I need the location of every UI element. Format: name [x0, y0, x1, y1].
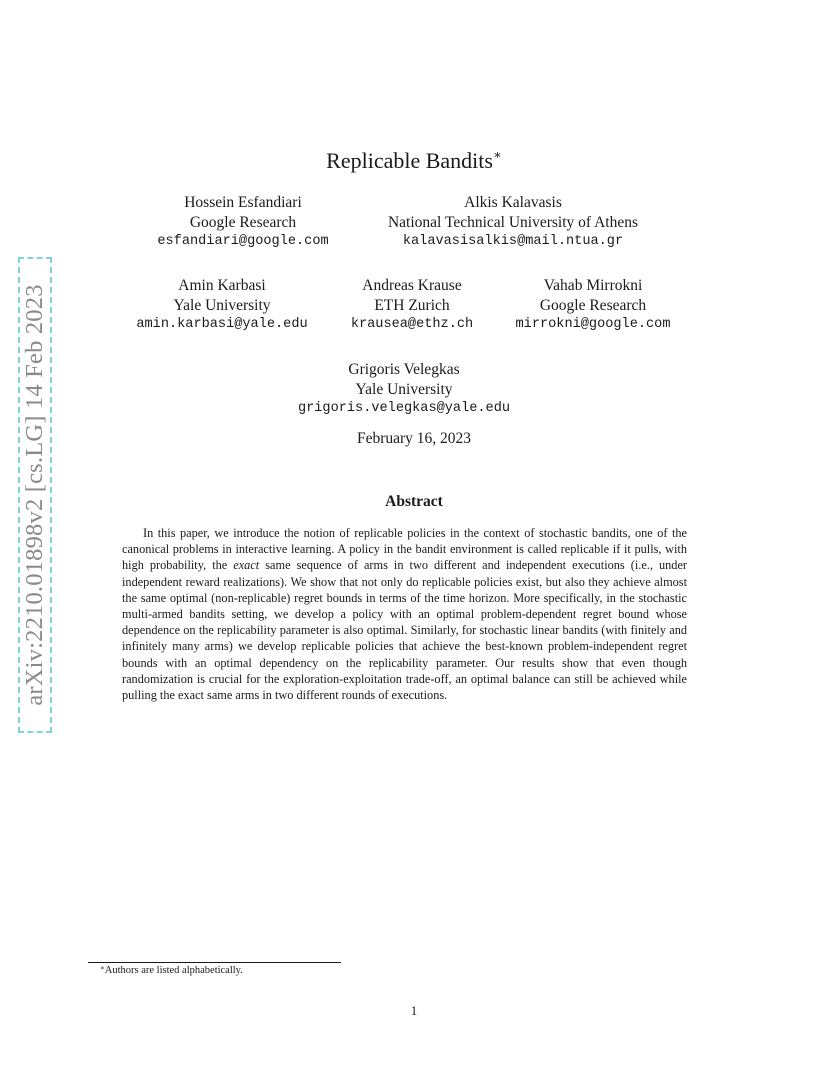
author-affiliation: Google Research [189, 213, 297, 231]
abstract-part-2: same sequence of arms in two different and independent executions (i.e., under independent reward realizations). We show that not only do replicable policies exist, but also they achieve almost the same optimal (non-replicable) regret bounds in terms of the time horizon. More specifically, in the stochastic multi-armed bandits setting, we develop a policy with an optimal problem-dependent regret bound whose dependence on the replicability parameter is also optimal. Similarly, for stochastic linear bandits (with finitely and infinitely many arms) we develop replicable policies that achieve the best-known problem-independent regret bounds with an optimal dependency on the replicability parameter. Our results show that even though randomization is crucial for the exploration-exploitation trade-off, an optimal balance can still be achieved while pulling the exact same arms in two different rounds of executions. [122, 558, 687, 703]
footnote [100, 964, 243, 976]
author-block [143, 193, 343, 252]
title-footnote-mark: ∗ [492, 147, 502, 162]
footnote-text: Authors are listed alphabetically. [104, 965, 243, 976]
author-email[interactable]: mirrokni@google.com [515, 317, 671, 332]
author-email[interactable]: krausea@ethz.ch [350, 317, 474, 332]
page-number: 1 [410, 1003, 418, 1018]
author-email[interactable]: esfandiari@google.com [157, 234, 329, 249]
author-block [362, 193, 664, 252]
author-block [264, 360, 544, 419]
author-name: Andreas Krause [362, 277, 462, 294]
abstract-emphasis: exact [233, 558, 260, 573]
author-email[interactable]: amin.karbasi@yale.edu [136, 317, 308, 332]
title-text: Replicable Bandits [326, 148, 493, 173]
author-name: Alkis Kalavasis [464, 194, 562, 211]
abstract-heading: Abstract [385, 493, 443, 510]
author-name: Grigoris Velegkas [348, 361, 460, 378]
author-affiliation: Google Research [539, 296, 647, 314]
author-affiliation: Yale University [173, 296, 271, 314]
author-affiliation: National Technical University of Athens [387, 213, 638, 231]
abstract-part-1: In this paper, we introduce the notion of replicable policies in the context of stochastic bandits, one of the canonical problems in interactive learning. A policy in the bandit environment is called replicable if it pulls, with high probability, the [122, 526, 687, 573]
abstract-text [122, 525, 687, 703]
author-block [322, 276, 502, 335]
author-email[interactable]: grigoris.velegkas@yale.edu [297, 401, 511, 416]
arxiv-stamp: arXiv:2210.01898v2 [cs.LG] 14 Feb 2023 [21, 284, 48, 706]
author-name: Amin Karbasi [178, 277, 266, 294]
author-block [122, 276, 322, 335]
author-name: Vahab Mirrokni [543, 277, 643, 294]
paper-title [0, 147, 828, 174]
footnote-mark: ∗ [100, 964, 105, 972]
author-affiliation: ETH Zurich [374, 296, 450, 314]
paper-date: February 16, 2023 [356, 430, 472, 447]
author-affiliation: Yale University [355, 380, 453, 398]
author-email[interactable]: kalavasisalkis@mail.ntua.gr [402, 234, 624, 249]
author-name: Hossein Esfandiari [184, 194, 302, 211]
author-block [502, 276, 684, 335]
footnote-rule [88, 962, 341, 963]
